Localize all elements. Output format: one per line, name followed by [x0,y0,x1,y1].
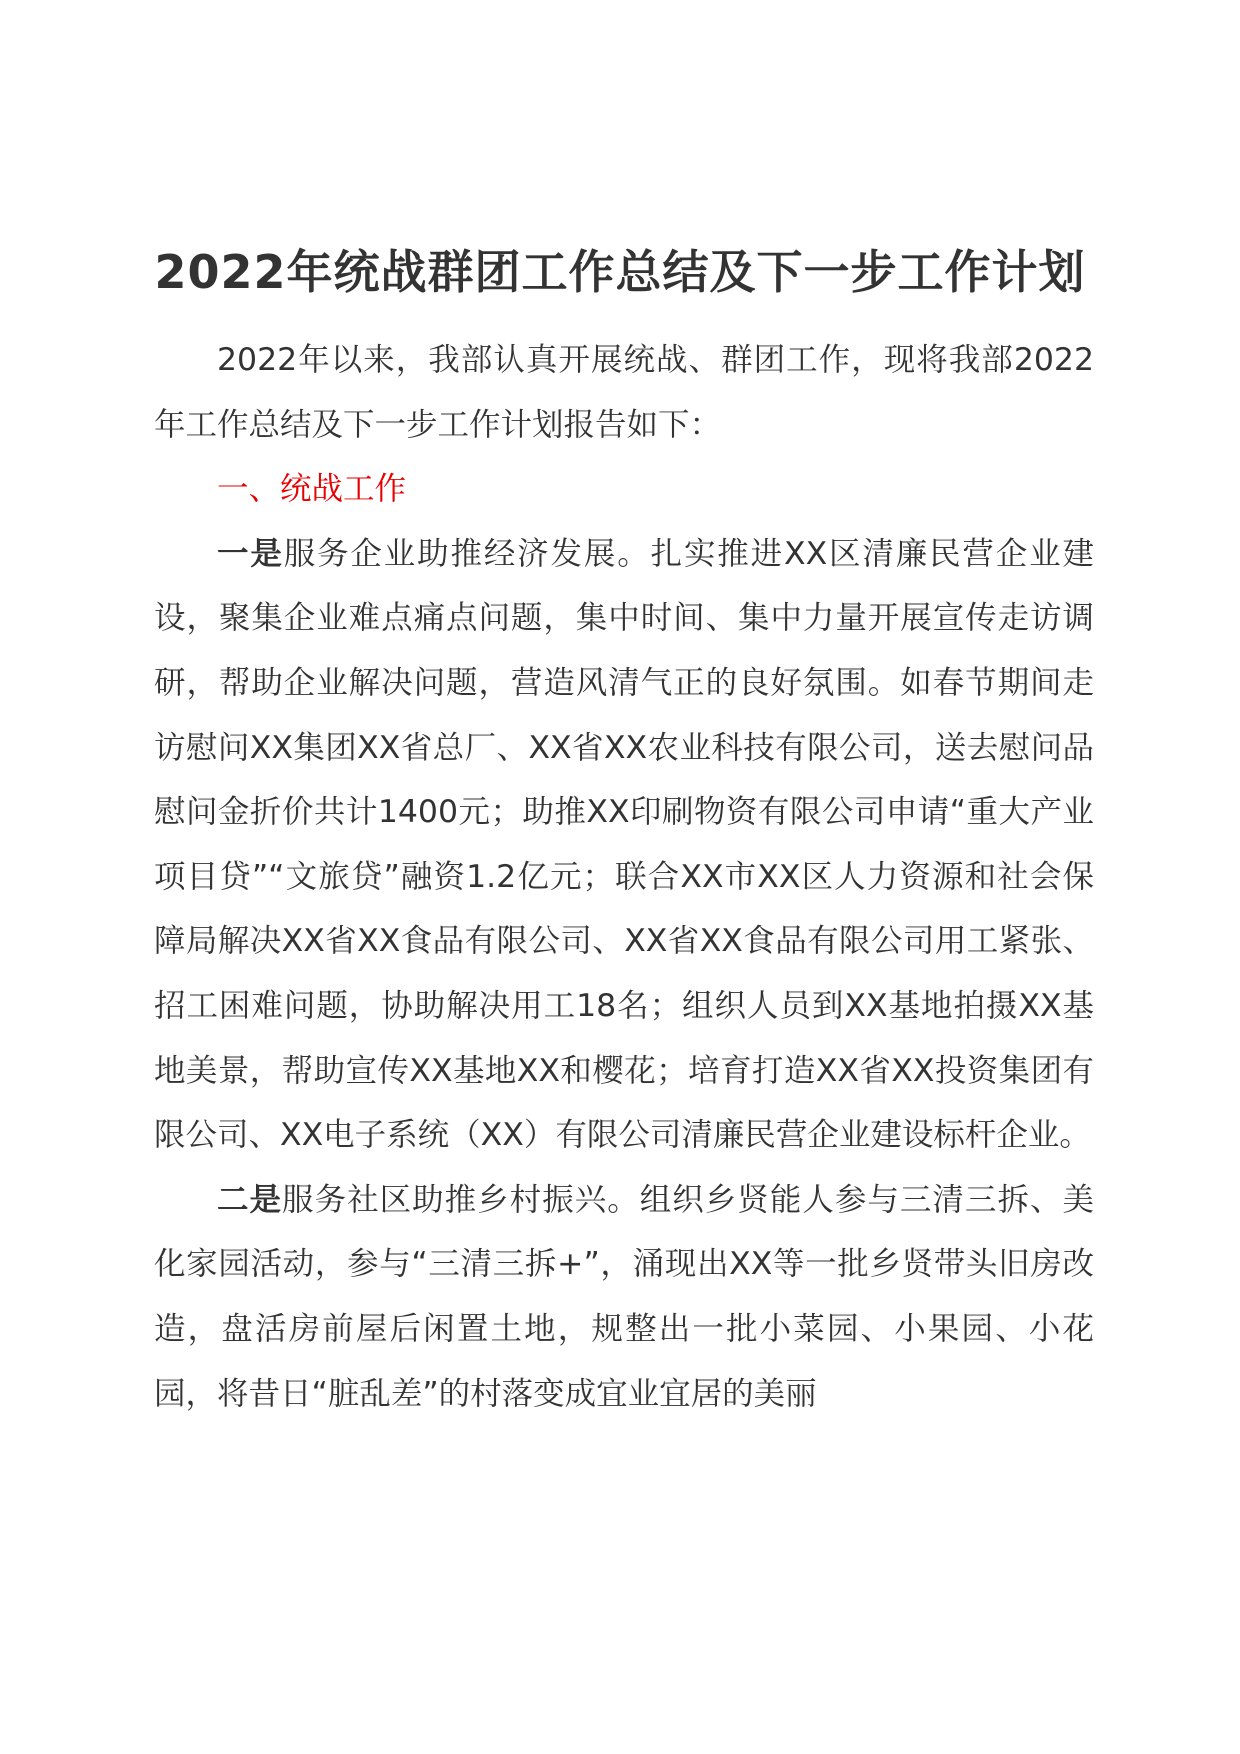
paragraph-item-1 [154,522,1094,1168]
paragraph-item-2 [154,1168,1094,1426]
section-heading-united-front: 一、统战工作 [217,471,407,508]
item-1-lead: 一是 [217,535,284,572]
item-2-lead: 二是 [217,1181,283,1218]
intro-paragraph: 2022年以来，我部认真开展统战、群团工作，现将我部2022年工作总结及下一步工作计划报告如下： [154,342,1094,443]
item-2-text: 服务社区助推乡村振兴。组织乡贤能人参与三清三拆、美化家园活动，参与“三清三拆+”，涌现出XX等一批乡贤带头旧房改造，盘活房前屋后闲置土地，规整出一批小菜园、小果园、小花园，将昔日“脏乱差”的村落变成宜业宜居的美丽 [154,1181,1094,1412]
document-body [154,328,1094,1426]
document-title: 2022年统战群团工作总结及下一步工作计划 [154,245,1086,299]
item-1-text: 服务企业助推经济发展。扎实推进XX区清廉民营企业建设，聚集企业难点痛点问题，集中时间、集中力量开展宣传走访调研，帮助企业解决问题，营造风清气正的良好氛围。如春节期间走访慰问XX集团XX省总厂、XX省XX农业科技有限公司，送去慰问品慰问金折价共计1400元；助推XX印刷物资有限公司申请“重大产业项目贷”“文旅贷”融资1.2亿元；联合XX市XX区人力资源和社会保障局解决XX省XX食品有限公司、XX省XX食品有限公司用工紧张、招工困难问题，协助解决用工18名；组织人员到XX基地拍摄XX基地美景，帮助宣传XX基地XX和樱花；培育打造XX省XX投资集团有限公司、XX电子系统（XX）有限公司清廉民营企业建设标杆企业。 [154,535,1094,1154]
